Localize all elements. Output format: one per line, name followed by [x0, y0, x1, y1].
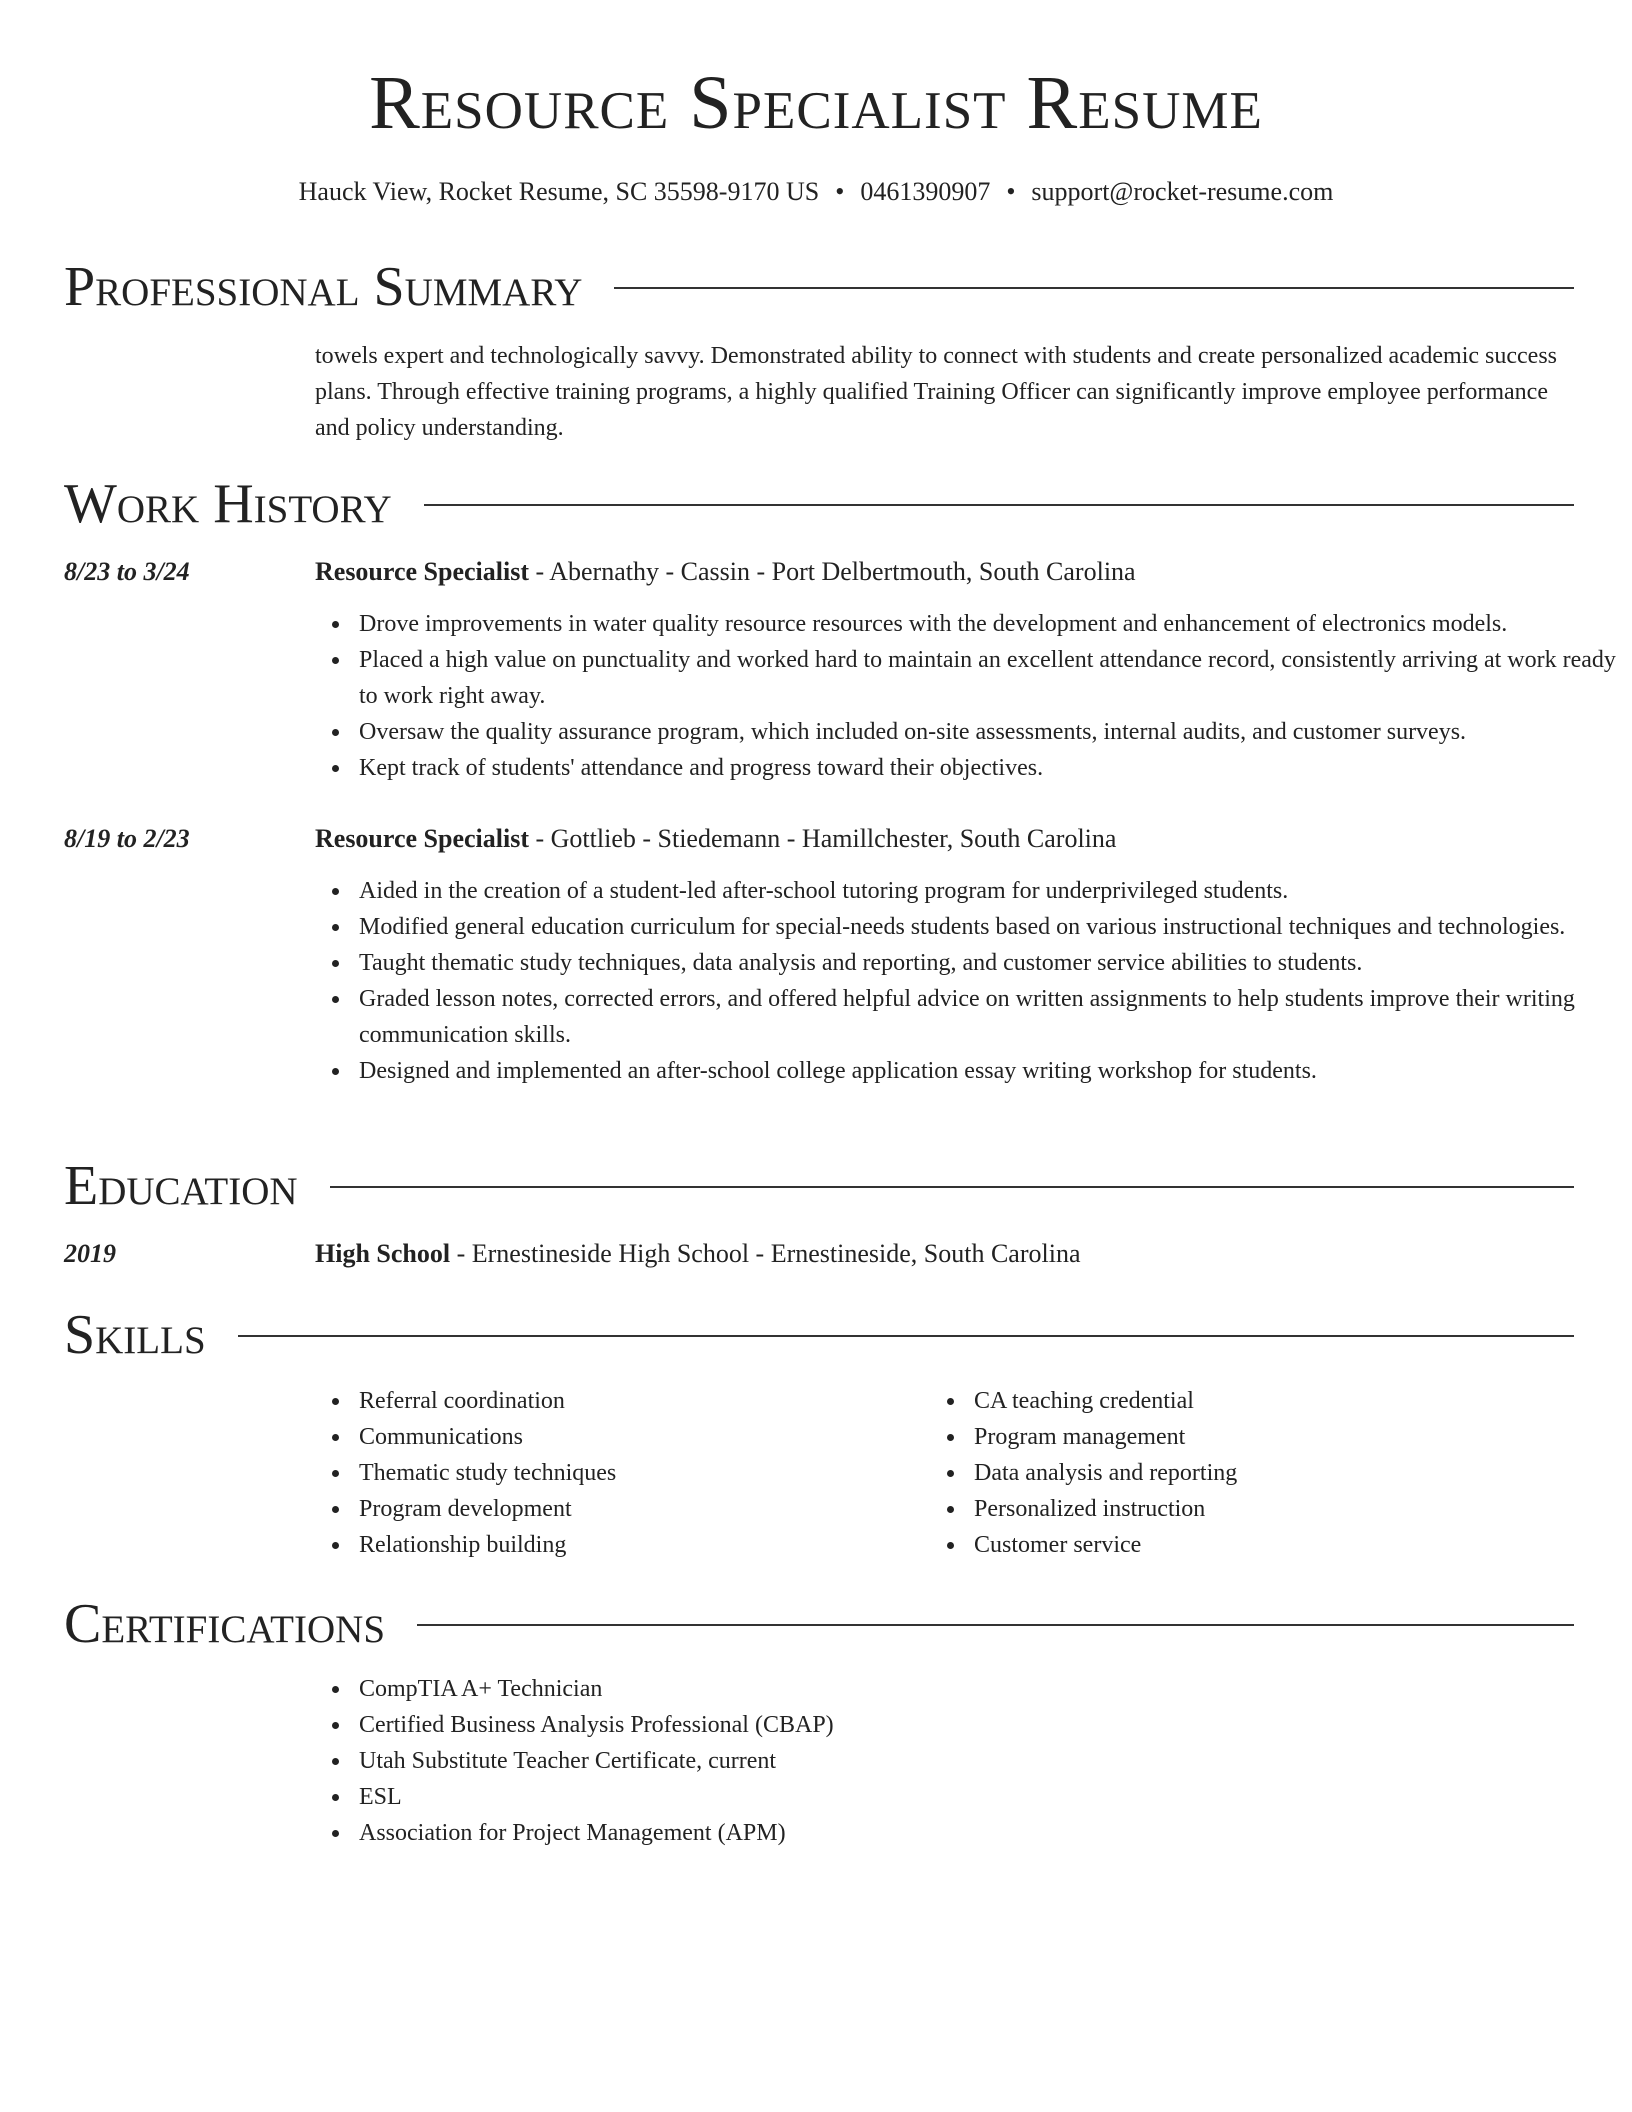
job-title: Resource Specialist	[315, 824, 529, 853]
section-divider	[614, 287, 1574, 289]
section-title: Education	[64, 1155, 298, 1217]
section-header-summary	[64, 251, 1574, 323]
section-divider	[238, 1335, 1574, 1337]
list-item: Oversaw the quality assurance program, which included on-site assessments, internal audits, and customer surveys.	[359, 714, 1619, 750]
list-item: Certified Business Analysis Professional (CBAP)	[359, 1707, 1619, 1743]
skills-list-left	[315, 1383, 919, 1563]
job-dates: 8/23 to 3/24	[64, 557, 190, 586]
job-bullets	[315, 873, 1619, 1089]
contact-line	[0, 175, 1632, 209]
skills-list-right	[930, 1383, 1574, 1563]
list-item: Drove improvements in water quality resource resources with the development and enhancement of electronics models.	[359, 606, 1619, 642]
section-divider	[424, 504, 1574, 506]
section-header-skills	[64, 1299, 1574, 1371]
education-degree: High School	[315, 1239, 451, 1268]
list-item: Program development	[359, 1491, 919, 1527]
list-item: Designed and implemented an after-school college application essay writing workshop for students.	[359, 1053, 1619, 1089]
list-item: ESL	[359, 1779, 1619, 1815]
list-item: Referral coordination	[359, 1383, 919, 1419]
list-item: Utah Substitute Teacher Certificate, current	[359, 1743, 1619, 1779]
contact-address: Hauck View, Rocket Resume, SC 35598-9170 US	[298, 177, 820, 206]
list-item: Thematic study techniques	[359, 1455, 919, 1491]
section-divider	[330, 1186, 1574, 1188]
section-title: Work History	[64, 473, 392, 535]
job-dates: 8/19 to 2/23	[64, 824, 190, 853]
job-details: - Abernathy - Cassin - Port Delbertmouth, South Carolina	[529, 557, 1136, 586]
education-heading	[315, 1236, 1575, 1272]
list-item: CA teaching credential	[974, 1383, 1574, 1419]
section-header-certifications	[64, 1588, 1574, 1660]
section-header-work	[64, 468, 1574, 540]
list-item: Customer service	[974, 1527, 1574, 1563]
list-item: CompTIA A+ Technician	[359, 1671, 1619, 1707]
list-item: Relationship building	[359, 1527, 919, 1563]
bullet-separator: •	[835, 177, 845, 206]
summary-text: towels expert and technologically savvy. Demonstrated ability to connect with students and create personalized academic success plans. Through effective training programs, a highly qualified Training Officer can significantly improve employee performance and policy understanding.	[315, 343, 1558, 441]
section-title: Certifications	[64, 1593, 386, 1655]
job-details: - Gottlieb - Stiedemann - Hamillchester, South Carolina	[529, 824, 1117, 853]
list-item: Data analysis and reporting	[974, 1455, 1574, 1491]
job-title: Resource Specialist	[315, 557, 529, 586]
contact-phone: 0461390907	[860, 177, 991, 206]
list-item: Aided in the creation of a student-led after-school tutoring program for underprivileged students.	[359, 873, 1619, 909]
list-item: Taught thematic study techniques, data analysis and reporting, and customer service abilities to students.	[359, 945, 1619, 981]
bullet-separator: •	[1006, 177, 1016, 206]
list-item: Modified general education curriculum for special-needs students based on various instructional techniques and technologies.	[359, 909, 1619, 945]
list-item: Program management	[974, 1419, 1574, 1455]
list-item: Kept track of students' attendance and progress toward their objectives.	[359, 750, 1619, 786]
job-heading	[315, 554, 1575, 590]
education-year: 2019	[64, 1239, 116, 1268]
section-title: Skills	[64, 1304, 206, 1366]
list-item: Personalized instruction	[974, 1491, 1574, 1527]
section-title: Professional Summary	[64, 256, 583, 318]
list-item: Association for Project Management (APM)	[359, 1815, 1619, 1851]
job-heading	[315, 821, 1575, 857]
contact-email: support@rocket-resume.com	[1031, 177, 1334, 206]
resume-title: Resource Specialist Resume	[369, 61, 1263, 145]
job-bullets	[315, 606, 1619, 786]
list-item: Placed a high value on punctuality and worked hard to maintain an excellent attendance record, consistently arriving at work ready to work right away.	[359, 642, 1619, 714]
list-item: Graded lesson notes, corrected errors, and offered helpful advice on written assignments to help students improve their writing communication skills.	[359, 981, 1619, 1053]
education-details: - Ernestineside High School - Ernestineside, South Carolina	[450, 1239, 1081, 1268]
certifications-list	[315, 1671, 1619, 1851]
list-item: Communications	[359, 1419, 919, 1455]
section-header-education	[64, 1150, 1574, 1222]
section-divider	[417, 1624, 1574, 1626]
